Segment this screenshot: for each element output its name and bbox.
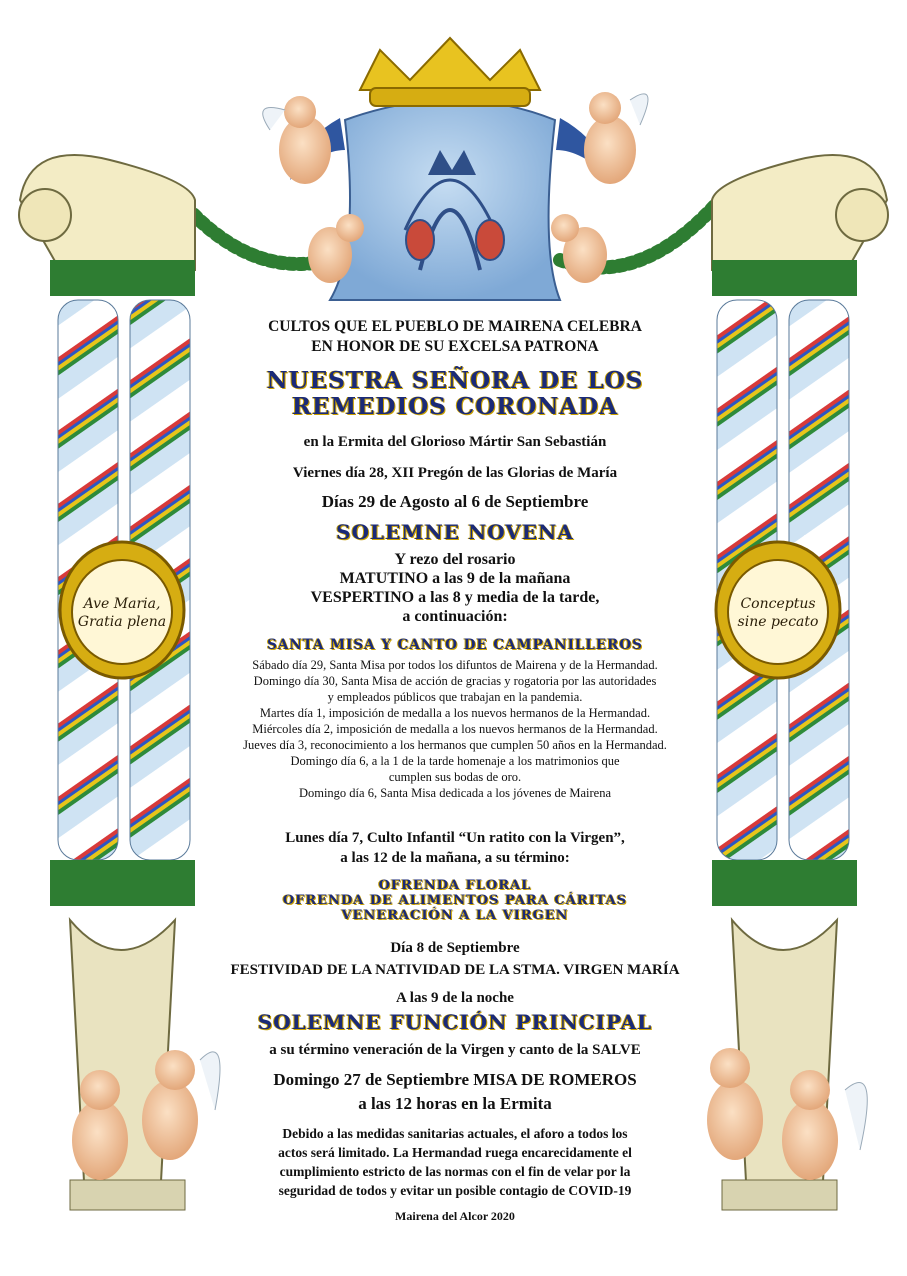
place: en la Ermita del Glorioso Mártir San Sebastián [303,434,607,450]
cartouche-right-text [728,595,828,631]
title-line2: REMEDIOS CORONADA [291,393,619,420]
header-line2: EN HONOR DE SU EXCELSA PATRONA [311,338,599,355]
romeros-line2: a las 12 horas en la Ermita [358,1094,552,1113]
cartouche-left-line2: Gratia plena [77,614,167,630]
covid-notice [195,1124,715,1200]
festividad-line3: A las 9 de la noche [396,990,514,1006]
ofrenda-line: OFRENDA DE ALIMENTOS PARA CÁRITAS [282,893,628,908]
misa-line: Jueves día 3, reconocimiento a los hermanos que cumplen 50 años en la Hermandad. [243,738,667,752]
festividad-line2: FESTIVIDAD DE LA NATIVIDAD DE LA STMA. VIRGEN MARÍA [230,962,680,978]
title-line1: NUESTRA SEÑORA DE LOS [266,367,644,394]
misa-line: cumplen sus bodas de oro. [388,770,522,784]
ofrenda [195,878,715,923]
cartouche-left-line1: Ave Maria, [83,596,161,612]
notice-line: cumplimiento estricto de las normas con el fin de velar por la [279,1164,631,1179]
misa-heading: SANTA MISA Y CANTO DE CAMPANILLEROS [267,637,643,653]
notice-line: Debido a las medidas sanitarias actuales, el aforo a todos los [282,1126,628,1141]
funcion-heading: SOLEMNE FUNCIÓN PRINCIPAL [257,1010,653,1034]
festividad [195,937,715,1009]
novena-line: a continuación: [402,608,508,625]
infantil [195,828,715,868]
page-title [195,368,715,420]
infantil-line1: Lunes día 7, Culto Infantil “Un ratito con la Virgen”, [285,830,625,846]
cherub-mid-right [551,214,607,283]
notice-line: actos será limitado. La Hermandad ruega encarecidamente el [278,1145,632,1160]
ofrenda-line: OFRENDA FLORAL [378,878,532,893]
infantil-line2: a las 12 de la mañana, a su término: [340,850,570,866]
funcion-line: a su término veneración de la Virgen y canto de la SALVE [269,1042,641,1058]
novena-heading: SOLEMNE NOVENA [336,520,574,544]
header-line1: CULTOS QUE EL PUEBLO DE MAIRENA CELEBRA [268,318,642,335]
footer: Mairena del Alcor 2020 [395,1209,515,1223]
header [195,317,715,357]
notice-line: seguridad de todos y evitar un posible contagio de COVID-19 [278,1183,632,1198]
cartouche-right-line1: Conceptus [740,596,816,612]
cartouche-left-text [72,595,172,631]
ofrenda-line: VENERACIÓN A LA VIRGEN [341,908,569,923]
misa-line: Domingo día 6, a la 1 de la tarde homenaje a los matrimonios que [290,754,620,768]
novena-line: MATUTINO a las 9 de la mañana [339,570,571,587]
cherub-top-left [263,96,331,184]
cartouche-right-line2: sine pecato [737,614,819,630]
novena-line: Y rezo del rosario [394,551,516,568]
pregon: Viernes día 28, XII Pregón de las Glorias de María [292,465,618,481]
misa-line: Sábado día 29, Santa Misa por todos los difuntos de Mairena y de la Hermandad. [252,658,658,672]
festividad-line1: Día 8 de Septiembre [390,940,520,956]
misa-line: Miércoles día 2, imposición de medalla a los nuevos hermanos de la Hermandad. [252,722,658,736]
misa-line: Domingo día 6, Santa Misa dedicada a los jóvenes de Mairena [298,786,612,800]
misa-lines [195,657,715,801]
cherub-top-right [584,92,648,184]
novena-lines [195,550,715,626]
misa-line: Domingo día 30, Santa Misa de acción de gracias y rogatoria por las autoridades [253,674,657,688]
romeros [195,1068,715,1116]
dates: Días 29 de Agosto al 6 de Septiembre [321,492,589,511]
misa-line: Martes día 1, imposición de medalla a los nuevos hermanos de la Hermandad. [259,706,651,720]
novena-line: VESPERTINO a las 8 y media de la tarde, [310,589,600,606]
romeros-line1: Domingo 27 de Septiembre MISA DE ROMEROS [273,1070,637,1089]
misa-line: y empleados públicos que trabajan en la pandemia. [327,690,583,704]
